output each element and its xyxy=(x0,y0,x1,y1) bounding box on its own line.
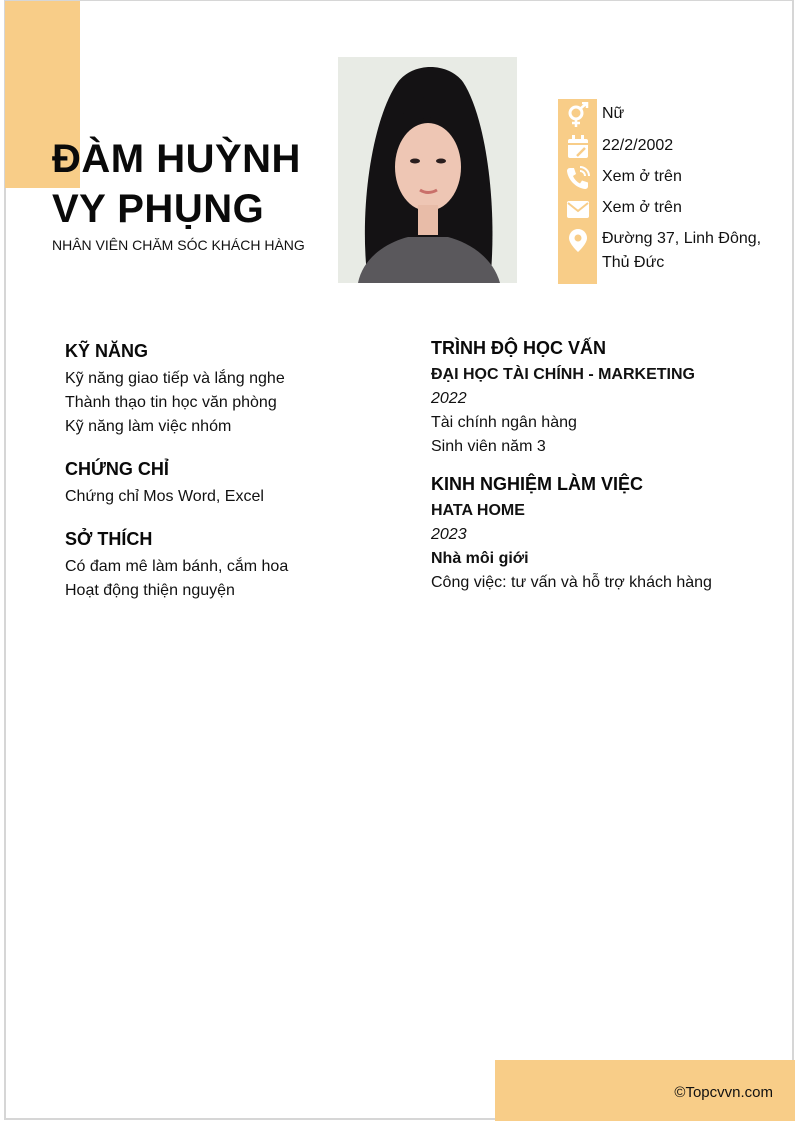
contact-birthday xyxy=(558,134,792,160)
skill-item: Kỹ năng giao tiếp và lắng nghe xyxy=(65,370,285,387)
contact-gender xyxy=(558,102,792,128)
contact-birthday-value: 22/2/2002 xyxy=(602,137,674,154)
gender-icon xyxy=(558,102,597,128)
education-school: ĐẠI HỌC TÀI CHÍNH - MARKETING xyxy=(431,366,695,383)
contact-address xyxy=(558,227,792,275)
certificates-title: CHỨNG CHỈ xyxy=(65,459,169,479)
hobby-item: Có đam mê làm bánh, cắm hoa xyxy=(65,558,289,575)
experience-title: KINH NGHIỆM LÀM VIỆC xyxy=(431,474,644,494)
experience-position: Nhà môi giới xyxy=(431,550,529,567)
portrait-image xyxy=(338,57,517,283)
candidate-name xyxy=(52,134,301,234)
experience-year: 2023 xyxy=(431,526,467,543)
skills-title: KỸ NĂNG xyxy=(65,341,149,361)
hobbies-title: SỞ THÍCH xyxy=(65,529,153,549)
contact-phone-value: Xem ở trên xyxy=(602,168,682,185)
certificate-item: Chứng chỉ Mos Word, Excel xyxy=(65,488,264,505)
hobby-item: Hoạt động thiện nguyện xyxy=(65,582,235,599)
footer-block xyxy=(495,1060,795,1121)
contact-email xyxy=(558,196,792,222)
contact-address-value: Đường 37, Linh Đông, Thủ Đức xyxy=(602,230,762,271)
email-icon xyxy=(558,196,597,222)
left-column xyxy=(65,339,385,603)
right-column xyxy=(431,336,771,595)
name-line-2: VY PHỤNG xyxy=(52,187,265,231)
calendar-icon xyxy=(558,134,597,160)
contact-phone xyxy=(558,165,792,191)
job-title: NHÂN VIÊN CHĂM SÓC KHÁCH HÀNG xyxy=(52,237,305,253)
education-note: Sinh viên năm 3 xyxy=(431,438,546,455)
experience-company: HATA HOME xyxy=(431,502,525,519)
experience-description: Công việc: tư vấn và hỗ trợ khách hàng xyxy=(431,574,712,591)
location-pin-icon xyxy=(558,227,597,253)
profile-photo xyxy=(338,57,517,283)
skill-item: Thành thạo tin học văn phòng xyxy=(65,394,277,411)
education-title: TRÌNH ĐỘ HỌC VẤN xyxy=(431,338,606,358)
contact-gender-value: Nữ xyxy=(602,105,625,122)
footer-copyright: ©Topcvvn.com xyxy=(674,1084,773,1101)
skill-item: Kỹ năng làm việc nhóm xyxy=(65,418,232,435)
name-line-1: ĐÀM HUỲNH xyxy=(52,137,301,181)
education-year: 2022 xyxy=(431,390,467,407)
contact-email-value: Xem ở trên xyxy=(602,199,682,216)
phone-icon xyxy=(558,165,597,191)
education-major: Tài chính ngân hàng xyxy=(431,414,577,431)
